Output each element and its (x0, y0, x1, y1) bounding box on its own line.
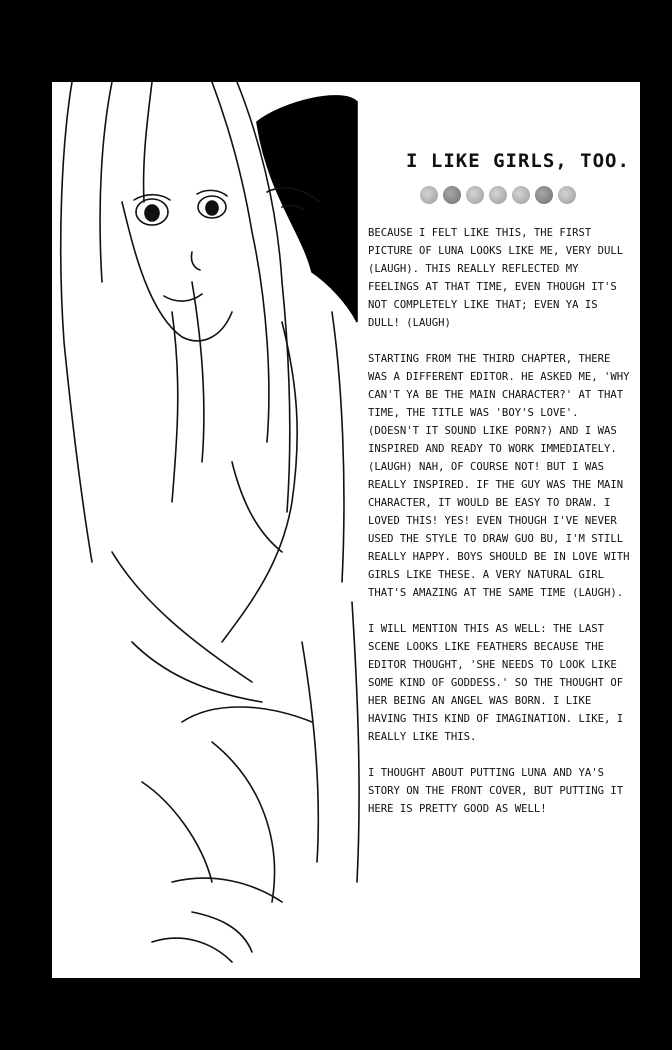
dot-icon (466, 186, 484, 204)
manga-illustration (52, 82, 382, 978)
dot-icon (489, 186, 507, 204)
dot-icon (512, 186, 530, 204)
article-title: I LIKE GIRLS, TOO. (406, 150, 630, 172)
boy-hair (257, 96, 357, 322)
dot-icon (443, 186, 461, 204)
dot-icon (558, 186, 576, 204)
dot-icon (420, 186, 438, 204)
paragraph-2: STARTING FROM THE THIRD CHAPTER, THERE WAS A DIFFERENT EDITOR. HE ASKED ME, 'WHY CAN'T YA BE THE MAIN CHARACTER?' AT THAT TIME, THE TITLE WAS 'BOY'S LOVE'. (DOESN'T IT SOUND LIKE PORN?) AND I WAS INSPIRED AND READY TO WORK IMMEDIATELY. (LAUGH) NAH, OF COURSE NOT! BUT I WAS REALLY INSPIRED. IF THE GUY WAS THE MAIN CHARACTER, IT WOULD BE EASY TO DRAW. I LOVED THIS! YES! EVEN THOUGH I'VE NEVER USED THE STYLE TO DRAW GUO BU, I'M STILL REALLY HAPPY. BOYS SHOULD BE IN LOVE WITH GIRLS LIKE THESE. A VERY NATURAL GIRL THAT'S AMAZING AT THE SAME TIME (LAUGH). (368, 353, 630, 599)
decorative-dots (420, 186, 630, 204)
dot-icon (535, 186, 553, 204)
text-column (368, 150, 630, 836)
paragraph-1: BECAUSE I FELT LIKE THIS, THE FIRST PICTURE OF LUNA LOOKS LIKE ME, VERY DULL (LAUGH). THIS REALLY REFLECTED MY FEELINGS AT THAT TIME, EVEN THOUGH IT'S NOT COMPLETELY LIKE THAT; EVEN YA IS DULL! (LAUGH) (368, 227, 624, 329)
manga-page (52, 82, 640, 978)
paragraph-3: I WILL MENTION THIS AS WELL: THE LAST SCENE LOOKS LIKE FEATHERS BECAUSE THE EDITOR THOUGHT, 'SHE NEEDS TO LOOK LIKE SOME KIND OF GODDESS.' SO THE THOUGHT OF HER BEING AN ANGEL WAS BORN. I LIKE HAVING THIS KIND OF IMAGINATION. LIKE, I REALLY LIKE THIS. (368, 623, 624, 743)
paragraph-4: I THOUGHT ABOUT PUTTING LUNA AND YA'S STORY ON THE FRONT COVER, BUT PUTTING IT HERE IS PRETTY GOOD AS WELL! (368, 767, 624, 815)
